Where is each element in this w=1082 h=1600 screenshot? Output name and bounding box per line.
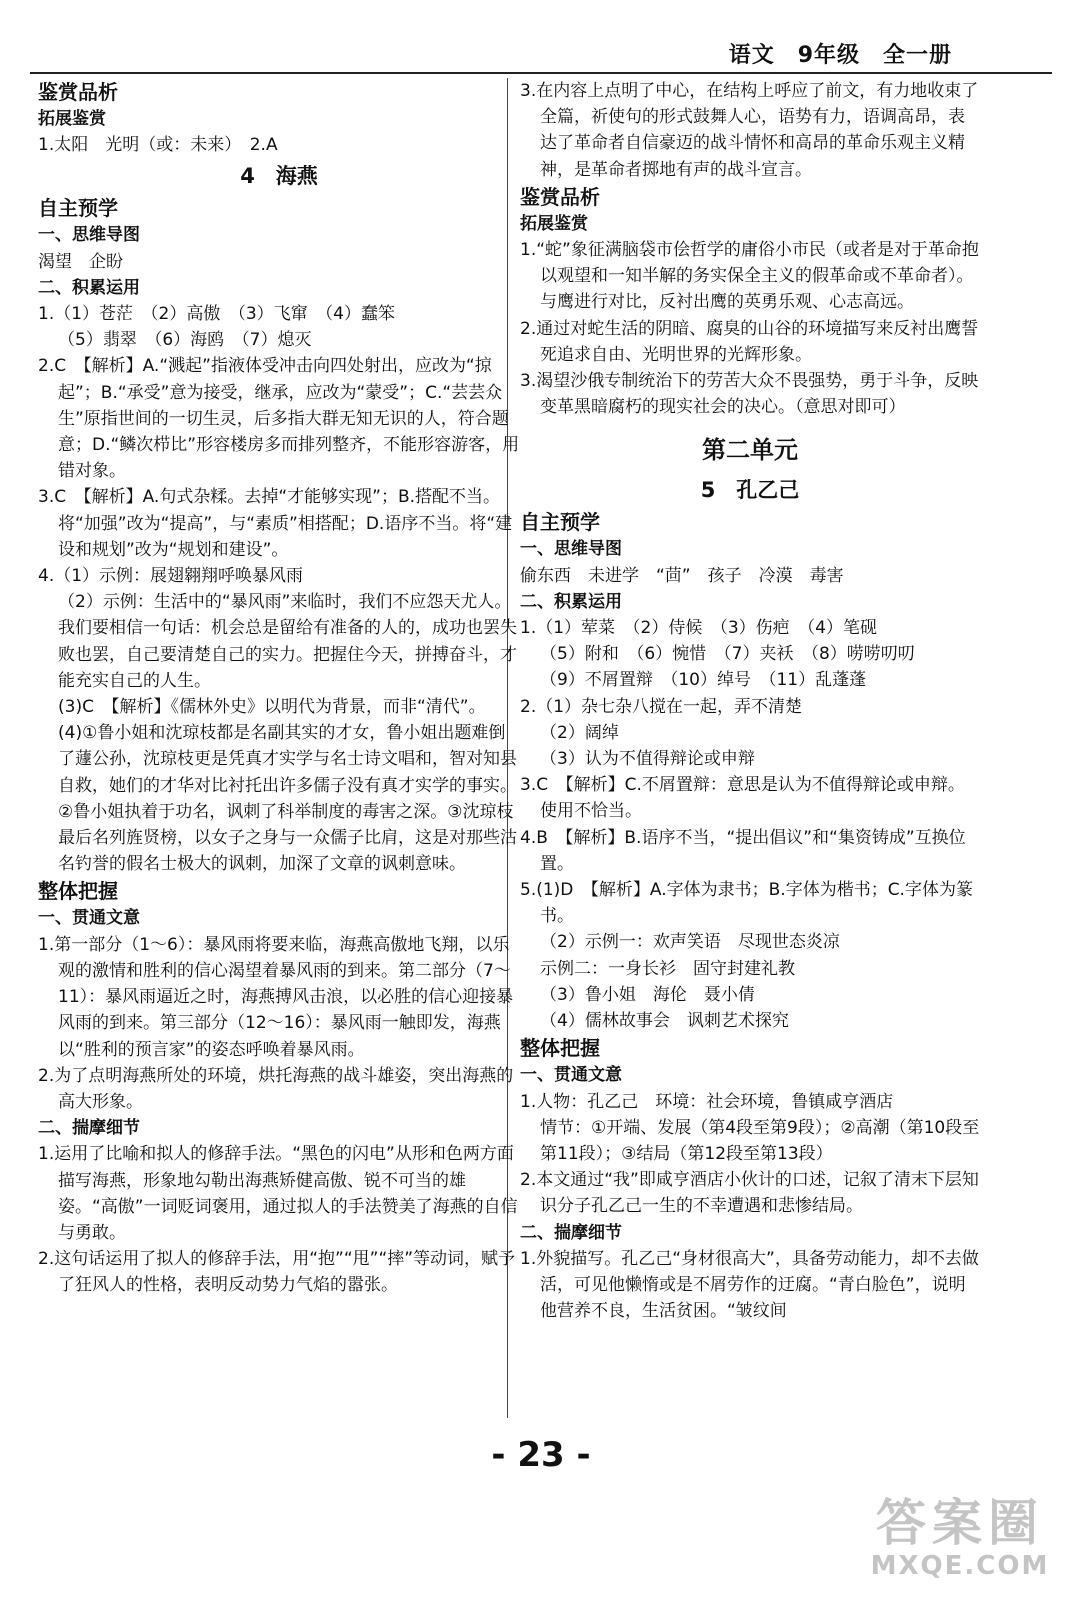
answer-line: （5）附和 （6）惋惜 （7）夹袄 （8）唠唠叨叨 [540, 644, 915, 665]
header-rule [30, 72, 1052, 74]
left-column [38, 78, 520, 1299]
watermark-url: MXQE.COM [870, 1551, 1050, 1581]
section-heading: 自主预学 [520, 510, 600, 535]
subsection-heading: 二、揣摩细节 [520, 1222, 622, 1243]
watermark-text: 答案圈 [876, 1494, 1044, 1552]
section-heading: 鉴赏品析 [38, 80, 118, 104]
answer-item: 2.本文通过“我”即咸亨酒店小伙计的口述，记叙了清末下层知识分子孔乙己一生的不幸遭遇和悲惨结局。 [520, 1170, 979, 1217]
page-header: 语文 9年级 全一册 [728, 43, 952, 68]
subsection-heading: 一、贯通文意 [38, 908, 140, 929]
answer-item: 3.在内容上点明了中心，在结构上呼应了前文，有力地收束了全篇，祈使句的形式鼓舞人心，语势有力，语调高昂，表达了革命者自信豪迈的战斗情怀和高昂的革命乐观主义精神，是革命者掷地有声的战斗宣言。 [520, 81, 979, 180]
section-heading: 整体把握 [520, 1036, 600, 1061]
answer-item: 1.运用了比喻和拟人的修辞手法。“黑色的闪电”从形和色两方面描写海燕，形象地勾勒出海燕矫健高傲、锐不可当的雄姿。“高傲”一词贬词褒用，通过拟人的手法赞美了海燕的自信与勇敢。 [38, 1144, 518, 1243]
answer-item: 2.通过对蛇生活的阴暗、腐臭的山谷的环境描写来反衬出鹰誓死追求自由、光明世界的光辉形象。 [520, 318, 979, 365]
answer-line: （5）翡翠 （6）海鸥 （7）熄灭 [58, 330, 312, 351]
subsection-heading: 拓展鉴赏 [520, 213, 588, 234]
answer-line: 1.太阳 光明（或：未来） 2.A [38, 135, 278, 156]
subsection-heading: 一、贯通文意 [520, 1065, 622, 1086]
answer-item: 2.这句话运用了拟人的修辞手法，用“抱”“甩”“摔”等动词，赋予了狂风人的性格，表明反动势力气焰的嚣张。 [38, 1249, 516, 1296]
answer-item: 4.B 【解析】B.语序不当，“提出倡议”和“集资铸成”互换位置。 [520, 827, 966, 874]
answer-item: 3.渴望沙俄专制统治下的劳苦大众不畏强势，勇于斗争，反映变革黑暗腐朽的现实社会的决心。（意思对即可） [520, 371, 979, 418]
answer-line: （2）阔绰 [540, 722, 619, 743]
answer-item: 1.第一部分（1～6）：暴风雨将要来临，海燕高傲地飞翔，以乐观的激情和胜利的信心渴望着暴风雨的到来。第二部分（7～11）：暴风雨逼近之时，海燕搏风击浪，以必胜的信心迎接暴风雨的到来。第三部分（12～16）：暴风雨一触即发，海燕以“胜利的预言家”的姿态呼唤着暴风雨。 [38, 934, 514, 1060]
subsection-heading: 二、积累运用 [38, 277, 140, 298]
page-number: - 23 - [491, 1435, 591, 1475]
answer-line: （4）儒林故事会 讽刺艺术探究 [540, 1011, 789, 1032]
answer-item: 2.C 【解析】A.“溅起”指液体受冲击向四处射出，应改为“掠起”；B.“承受”意为接受，继承，应改为“蒙受”；C.“芸芸众生”原指世间的一切生灵，后多指大群无知无识的人，符合题意；D.“鳞次栉比”形容楼房多而排列整齐，不能形容游客，用错对象。 [38, 356, 520, 482]
answer-line: 1.（1）荤菜 （2）侍候 （3）伤疤 （4）笔砚 [520, 618, 877, 639]
answer-item: 3.C 【解析】C.不屑置辩：意思是认为不值得辩论或申辩。使用不恰当。 [520, 775, 965, 822]
answer-item: 4.（1）示例：展翅翱翔呼唤暴风雨 [38, 566, 304, 587]
answer-line: （3）认为不值得辩论或申辩 [540, 749, 755, 770]
section-heading: 整体把握 [38, 879, 118, 904]
answer-line: (3)C 【解析】《儒林外史》以明代为背景，而非“清代”。 [58, 697, 486, 718]
answer-line: (4)①鲁小姐和沈琼枝都是名副其实的才女，鲁小姐出题难倒了蘧公孙，沈琼枝更是凭真才实学与名士诗文唱和，智对知县自救，她们的才华对比衬托出许多儒子没有真才实学的事实。②鲁小姐执着于功名，讽刺了科举制度的毒害之深。③沈琼枝最后名列旌贤榜，以女子之身与一众儒子比肩，这是对那些沽名钓誉的假名士极大的讽刺，加深了文章的讽刺意味。 [58, 723, 517, 875]
subsection-heading: 拓展鉴赏 [38, 109, 106, 129]
answer-line: 2.（1）杂七杂八搅在一起，弄不清楚 [520, 696, 803, 717]
answer-item: 1.“蛇”象征满脑袋市侩哲学的庸俗小市民（或者是对于革命抱以观望和一知半解的务实保全主义的假革命或不革命者）。与鹰进行对比，反衬出鹰的英勇乐观、心志高远。 [520, 240, 979, 313]
subsection-heading: 二、揣摩细节 [38, 1118, 140, 1139]
answer-item: 3.C 【解析】A.句式杂糅。去掉“才能够实现”；B.搭配不当。将“加强”改为“提高”，与“素质”相搭配；D.语序不当。将“建设和规划”改为“规划和建设”。 [38, 487, 513, 560]
subsection-heading: 一、思维导图 [38, 225, 140, 246]
answer-line: 情节：①开端、发展（第4段至第9段）；②高潮（第10段至第11段）；③结局（第12段至第13段） [540, 1117, 980, 1164]
section-heading: 自主预学 [38, 196, 118, 221]
unit-title: 第二单元 [702, 436, 798, 465]
chapter-title: 5 孔乙己 [700, 478, 800, 503]
answer-line: 渴望 企盼 [38, 251, 123, 272]
section-heading: 鉴赏品析 [520, 184, 600, 209]
subsection-heading: 二、积累运用 [520, 591, 622, 612]
answer-line: （2）示例：生活中的“暴风雨”来临时，我们不应怨天尤人。我们要相信一句话：机会总是留给有准备的人的，成功也罢失败也罢，自己要清楚自己的实力。把握住今天，拼搏奋斗，才能充实自己的人生。 [58, 592, 517, 691]
answer-line: （3）鲁小姐 海伦 聂小倩 [540, 984, 755, 1005]
answer-line: 示例二：一身长衫 固守封建礼教 [540, 958, 795, 979]
answer-line: 偷东西 未进学 “茴” 孩子 冷漠 毒害 [520, 565, 844, 586]
answer-line: 1.（1）苍茫 （2）高傲 （3）飞窜 （4）蠢笨 [38, 304, 395, 325]
answer-item: 1.外貌描写。孔乙己“身材很高大”，具备劳动能力，却不去做活，可见他懒惰或是不屑劳作的迂腐。“青白脸色”，说明他营养不良，生活贫困。“皱纹间 [520, 1248, 979, 1322]
answer-line: （2）示例一：欢声笑语 尽现世态炎凉 [540, 932, 840, 953]
right-column [520, 78, 980, 1324]
answer-line: （9）不屑置辩 （10）绰号 （11）乱蓬蓬 [540, 670, 867, 691]
subsection-heading: 一、思维导图 [520, 539, 622, 560]
answer-item: 1.人物：孔乙己 环境：社会环境，鲁镇咸亨酒店 [520, 1091, 894, 1112]
watermark-logo [860, 1495, 1060, 1581]
answer-item: 2.为了点明海燕所处的环境，烘托海燕的战斗雄姿，突出海燕的高大形象。 [38, 1065, 514, 1112]
answer-item: 5.(1)D 【解析】A.字体为隶书；B.字体为楷书；C.字体为篆书。 [520, 880, 973, 927]
chapter-title: 4 海燕 [240, 164, 318, 189]
